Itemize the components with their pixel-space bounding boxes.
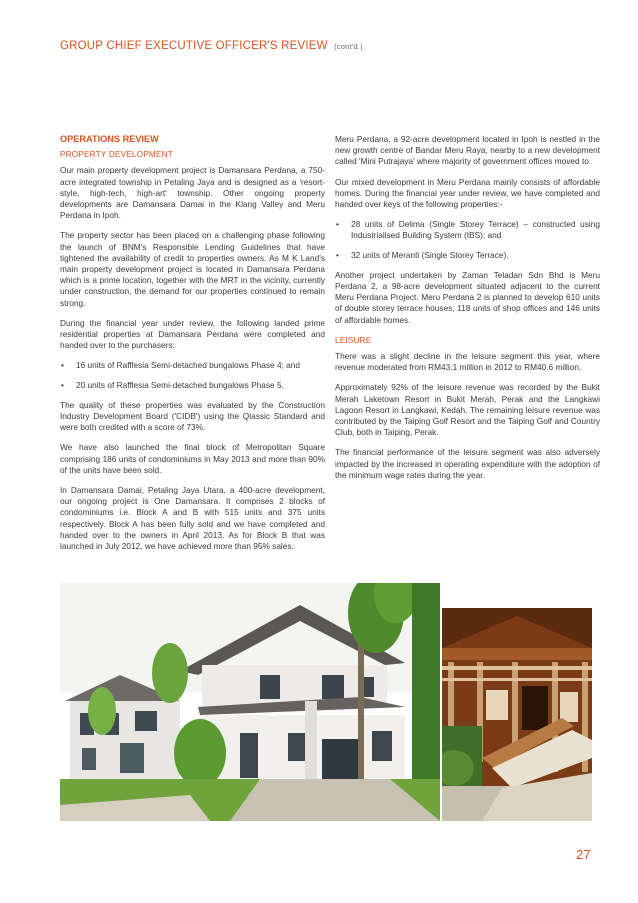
- paragraph: Meru Perdana, a 92-acre development located in Ipoh is nestled in the new growth centre of Bandar Meru Raya, nearby to a new development called 'Mini Putrajaya' where majority of government offices moved to.: [335, 134, 600, 167]
- page-header: [60, 40, 620, 52]
- header-contd: (cont'd.): [334, 42, 363, 51]
- paragraph: Our mixed development in Meru Perdana mainly consists of affordable homes. During the financial year under review, we have completed and handed over keys of the following properties:-: [335, 176, 600, 210]
- paragraph: Approximately 92% of the leisure revenue was recorded by the Bukit Merah Laketown Resort in Bukit Merah, Perak and the Langkawi Lagoon Resort in Langkawi, Kedah. The remaining leisure revenue was contributed by the Taiping Golf Resort and the Taiping Golf and Country Club, both in Taiping, Perak.: [335, 382, 600, 438]
- header-title: GROUP CHIEF EXECUTIVE OFFICER'S REVIEW: [60, 40, 328, 52]
- subsection-heading: PROPERTY DEVELOPMENT: [60, 150, 173, 160]
- page-number: 27: [576, 847, 591, 862]
- paragraph: There was a slight decline in the leisure segment this year, where revenue moderated from RM43.1 million in 2012 to RM40.6 million.: [335, 351, 600, 373]
- bullet-list: [60, 360, 325, 390]
- list-item: • 16 units of Rafflesia Semi-detached bungalows Phase 4; and: [60, 360, 325, 371]
- paragraph: During the financial year under review, the following landed prime residential properties at Damansara Perdana were completed and handed over to the purchasers:: [60, 317, 325, 351]
- bungalow-photo: [60, 583, 440, 821]
- paragraph: The quality of these properties was evaluated by the Construction Industry Development Board ('CIDB') using the Qlassic Standard and were both credited with a score of 73%.: [60, 399, 325, 433]
- paragraph: Our main property development project is Damansara Perdana, a 750-acre integrated township in Petaling Jaya and is designed as a 'resort-style, high-tech, high-art' township. Other ongoing property developments are Damansara Damai in the Klang Valley and Meru Perdana in Ipoh.: [60, 165, 325, 221]
- paragraph: The property sector has been placed on a challenging phase following the launch of BNM's Responsible Lending Guidelines that have tightened the availability of credit to properties owners. As M K Land's main property development project is located in Damansara Perdana which is a prime location, together with the MRT in the vicinity, currently under construction, the demand for our properties continued to remain strong.: [60, 230, 325, 308]
- paragraph: We have also launched the final block of Metropolitan Square comprising 186 units of condominiums in May 2013 and more than 90% of the units have been sold.: [60, 442, 325, 475]
- right-column: [335, 134, 600, 490]
- list-item: • 20 units of Rafflesia Semi-detached bungalows Phase 5.: [60, 380, 325, 391]
- paragraph: The financial performance of the leisure segment was also adversely impacted by the increased in operating expenditure with the adoption of the minimum wage rates during the year.: [335, 447, 600, 480]
- left-column: [60, 134, 325, 561]
- list-item: • 28 units of Delima (Single Storey Terrace) – constructed using Industrialised Building System (IBS); and: [335, 219, 600, 241]
- bullet-list: [335, 219, 600, 261]
- list-item: • 32 units of Meranti (Single Storey Terrace).: [335, 250, 600, 261]
- resort-photo: [442, 608, 592, 821]
- paragraph: In Damansara Damai, Petaling Jaya Utara, a 400-acre development, our ongoing project is One Damansara. It comprises 2 blocks of condominiums i.e. Block A and B with 515 units and 375 units respectively. Block A has been fully sold and we have completed and handed over to the owners in April 2013. As for Block B that was launched in July 2012, we have achieved more than 95% sales.: [60, 485, 325, 552]
- leisure-heading: LEISURE: [335, 335, 372, 345]
- section-heading: OPERATIONS REVIEW: [60, 134, 159, 144]
- paragraph: Another project undertaken by Zaman Teladan Sdn Bhd is Meru Perdana 2, a 98-acre development situated adjacent to the current Meru Perdana Project. Meru Perdana 2 is planned to develop 610 units of double storey terrace houses, 118 units of shop offices and 146 units of affordable homes.: [335, 269, 600, 325]
